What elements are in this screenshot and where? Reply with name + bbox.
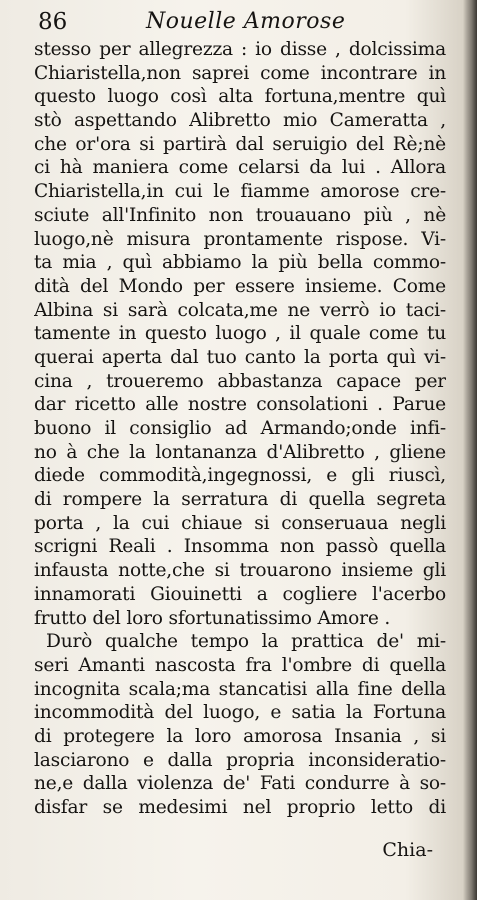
- text-line: incognita scala;ma stancatisi alla fine della: [34, 678, 446, 700]
- body-text: [34, 38, 446, 820]
- text-line: sciute all'Infinito non trouauano più , nè: [34, 204, 446, 226]
- text-line: Albina si sarà colcata,me ne verrò io taci-: [34, 299, 446, 321]
- text-line: seri Amanti nascosta fra l'ombre di quella: [34, 654, 446, 676]
- running-title: Nouelle Amorose: [146, 9, 346, 34]
- spine-shadow: [463, 0, 477, 900]
- text-line: porta , la cui chiaue si conseruaua negli: [34, 512, 446, 534]
- text-line: stesso per allegrezza : io disse , dolcissima: [34, 39, 446, 60]
- text-line: dar ricetto alle nostre consolationi . Parue: [34, 394, 446, 416]
- text-line: ci hà maniera come celarsi da lui . Allora: [34, 157, 446, 179]
- text-line: ne,e dalla violenza de' Fati condurre à so-: [34, 773, 446, 795]
- text-line: diede commodità,ingegnossi, e gli riuscì,: [34, 465, 446, 487]
- text-line: incommodità del luogo, e satia la Fortuna: [34, 702, 446, 724]
- text-line: scrigni Reali . Insomma non passò quella: [34, 536, 446, 558]
- page-number: 86: [38, 9, 68, 35]
- text-line: infausta notte,che si trouarono insieme gli: [34, 560, 446, 582]
- text-line: di rompere la serratura di quella segreta: [34, 489, 446, 511]
- text-line: Chiaristella,non saprei come incontrare in: [34, 62, 446, 84]
- text-line: di protegere la loro amorosa Insania , si: [34, 725, 446, 747]
- text-line: Chiaristella,in cui le fiamme amorose cre-: [34, 181, 446, 203]
- text-line: ta mia , quì abbiamo la più bella commo-: [34, 252, 446, 274]
- catchword: Chia-: [382, 839, 433, 861]
- text-line: tamente in questo luogo , il quale come tu: [34, 323, 446, 345]
- text-line: querai aperta dal tuo canto la porta quì vi-: [34, 346, 446, 368]
- text-line: cina , troueremo abbastanza capace per: [34, 370, 446, 392]
- text-line: questo luogo così alta fortuna,mentre quì: [34, 86, 446, 108]
- text-line: che or'ora si partirà dal seruigio del Rè;nè: [34, 133, 446, 155]
- text-line: luogo,nè misura prontamente rispose. Vi-: [34, 228, 446, 250]
- page-header: [36, 8, 446, 38]
- text-line: lasciarono e dalla propria inconsideratio-: [34, 749, 446, 771]
- text-line: Durò qualche tempo la prattica de' mi-: [46, 631, 446, 653]
- text-line: innamorati Giouinetti a cogliere l'acerbo: [34, 583, 446, 605]
- text-line: stò aspettando Alibretto mio Cameratta ,: [34, 110, 446, 132]
- text-line: dità del Mondo per essere insieme. Come: [34, 275, 446, 297]
- text-line: disfar se medesimi nel proprio letto di: [34, 797, 446, 818]
- text-line: frutto del loro sfortunatissimo Amore .: [34, 607, 391, 629]
- text-line: buono il consiglio ad Armando;onde infi-: [34, 418, 446, 439]
- text-line: no à che la lontananza d'Alibretto , gliene: [34, 441, 446, 463]
